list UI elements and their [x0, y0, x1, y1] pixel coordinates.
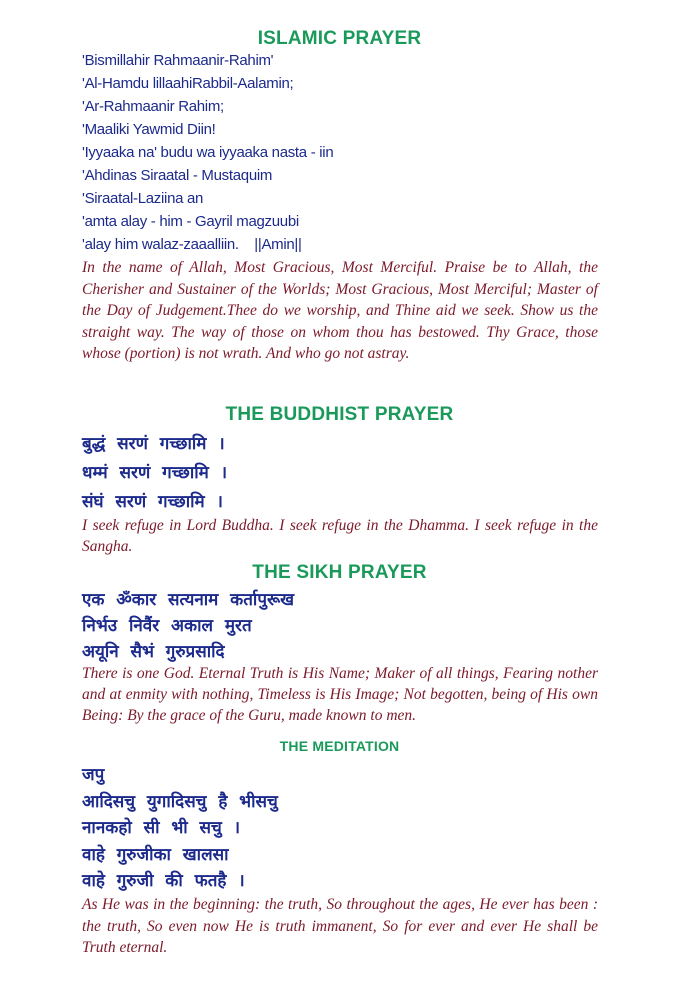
islamic-line: 'Bismillahir Rahmaanir-Rahim'	[82, 52, 274, 69]
meditation-verse-line: वाहे गुरुजीका खालसा	[82, 844, 229, 865]
buddhist-verse-line: संघं सरणं गच्छामि ।	[82, 492, 223, 512]
islamic-line: 'amta alay - him - Gayril magzuubi	[82, 213, 299, 230]
buddhist-prayer-translation: I seek refuge in Lord Buddha. I seek refuge in the Dhamma. I seek refuge in the Sangha.	[82, 517, 598, 555]
meditation-heading: THE MEDITATION	[279, 738, 400, 754]
islamic-prayer-transliteration	[82, 49, 333, 256]
meditation-verse-line: वाहे गुरुजी की फतहै ।	[82, 871, 245, 891]
islamic-line: 'Iyyaaka na' budu wa iyyaaka nasta - iin	[82, 144, 334, 161]
meditation-verse-line: आदिसचु युगादिसचु है भीसचु	[82, 791, 278, 812]
sikh-verse-line: अयूनि सैभं गुरुप्रसादि	[82, 642, 225, 662]
sikh-verse-line: एक ॐकार सत्यनाम कर्तापुरूख	[82, 590, 295, 610]
islamic-prayer-heading: ISLAMIC PRAYER	[257, 28, 422, 49]
islamic-line: 'alay him walaz-zaaalliin. ||Amin||	[82, 236, 302, 253]
buddhist-verse-line: धम्मं सरणं गच्छामि ।	[82, 463, 228, 483]
islamic-line: 'Siraatal-Laziina an	[82, 190, 204, 207]
meditation-verses	[82, 762, 278, 895]
sikh-prayer-translation: There is one God. Eternal Truth is His Name; Maker of all things, Fearing nother and at enmity with nothing, Timeless is His Image; Not begotten, being of His own Being: By the grace of the Guru, made known to men.	[82, 665, 598, 724]
buddhist-prayer-verses	[82, 430, 227, 517]
islamic-line: 'Ahdinas Siraatal - Mustaquim	[82, 167, 273, 184]
sikh-prayer-heading: THE SIKH PRAYER	[252, 562, 427, 583]
islamic-prayer-translation: In the name of Allah, Most Gracious, Most Merciful. Praise be to Allah, the Cherisher and Sustainer of the Worlds; Most Gracious, Most Merciful; Master of the Day of Judgement.Thee do we worship, and Thine aid we seek. Show us the straight way. The way of those on whom thou has bestowed. Thy Grace, those whose (portion) is not wrath. And who go not astray.	[82, 259, 598, 363]
buddhist-prayer-heading: THE BUDDHIST PRAYER	[225, 404, 454, 425]
buddhist-verse-line: बुद्धं सरणं गच्छामि ।	[82, 434, 225, 454]
meditation-verse-line: जपु	[82, 765, 105, 785]
islamic-line: 'Ar-Rahmaanir Rahim;	[82, 98, 224, 115]
islamic-line: 'Maaliki Yawmid Diin!	[82, 121, 216, 138]
sikh-prayer-verses	[82, 587, 294, 665]
meditation-translation: As He was in the beginning: the truth, So throughout the ages, He ever has been : the truth, So even now He is truth immanent, So for ever and ever He shall be Truth eternal.	[82, 896, 598, 956]
meditation-verse-line: नानकहो सी भी सचु ।	[82, 818, 241, 838]
islamic-line: 'Al-Hamdu lillaahiRabbil-Aalamin;	[82, 75, 294, 92]
sikh-verse-line: निर्भउ निवैंर अकाल मुरत	[82, 616, 252, 636]
